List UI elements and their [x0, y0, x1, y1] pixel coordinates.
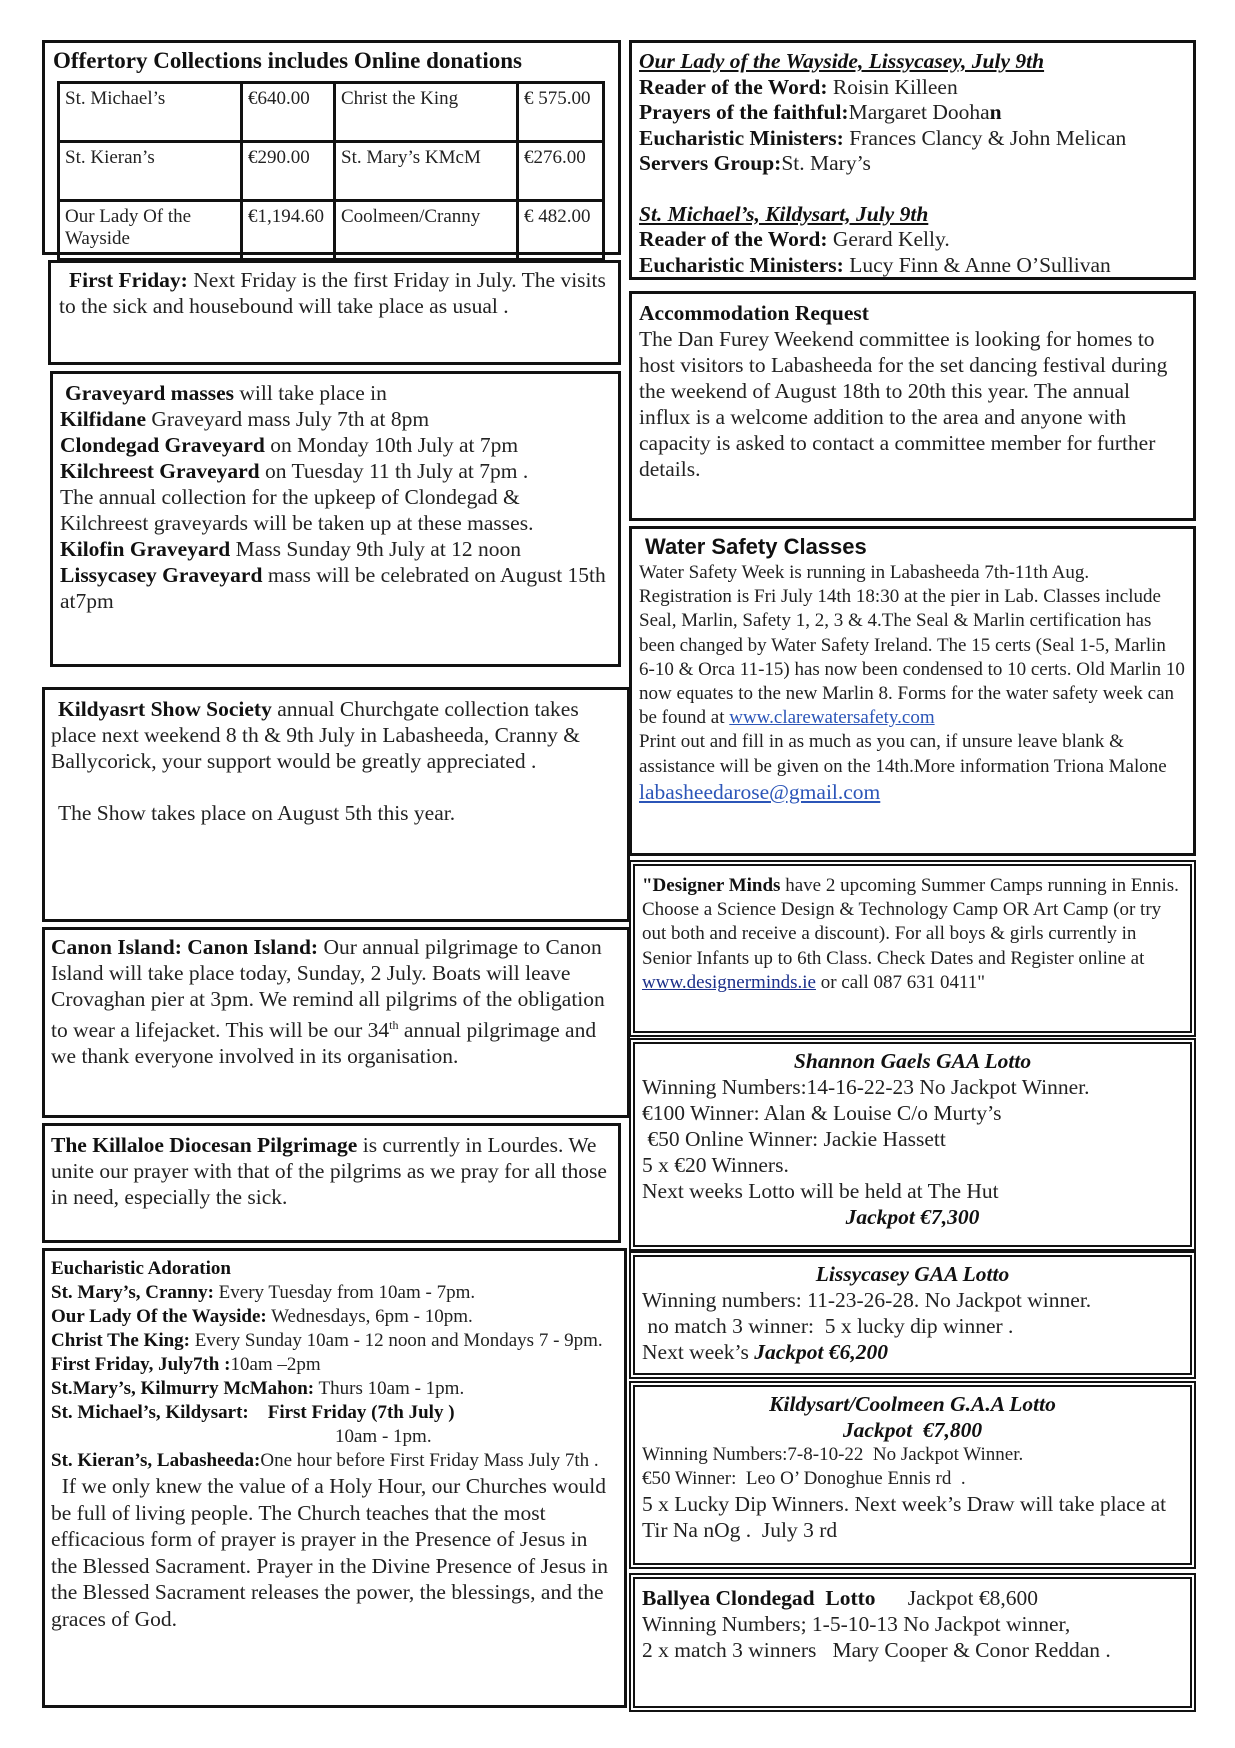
canon-island-text: Our annual pilgrimage to Canon Island will take place today, Sunday, 2 July. Boats will leave Crovaghan pier at 3pm. We remind all pilgrims of the obligation to wear a lifejacket. This will be our 34 [51, 935, 605, 1043]
adoration-line [51, 1425, 618, 1449]
water-safety-title: Water Safety Classes [645, 534, 867, 559]
parish-name: Our Lady Of the Wayside [59, 201, 242, 260]
designer-minds-box [633, 864, 1192, 1033]
parish-name: St. Mary’s KMcM [335, 142, 518, 201]
rota-person: St. Mary’s [781, 151, 871, 175]
water-safety-box [629, 526, 1196, 856]
canon-island-box [42, 927, 630, 1118]
rota-line [639, 126, 1186, 152]
show-society-box [42, 687, 630, 922]
first-friday-box [48, 260, 621, 365]
lissycasey-lotto-title: Lissycasey GAA Lotto [815, 1262, 1010, 1286]
adoration-line [51, 1329, 618, 1377]
kildysart-lotto-title: Kildysart/Coolmeen G.A.A Lotto [769, 1392, 1056, 1416]
canon-island-title: Canon Island: Canon Island: [51, 935, 319, 959]
ballyea-lotto-box [633, 1577, 1192, 1708]
offertory-box [42, 40, 621, 255]
amount: €290.00 [242, 142, 335, 201]
canon-island-text-end: annual pilgrimage and we thank everyone involved in its organisation. [51, 1018, 597, 1069]
graveyard-line [60, 562, 611, 614]
killaloe-box [42, 1123, 621, 1243]
graveyard-intro-text: will take place in [234, 381, 387, 405]
graveyard-name: Kilfidane [60, 407, 147, 431]
designer-minds-phone: or call 087 631 0411" [815, 971, 986, 993]
rota-person: Lucy Finn & Anne O’Sullivan [843, 252, 1111, 277]
lotto-line: 5 x Lucky Dip Winners. Next week’s Draw will take place at Tir Na nOg . July 3 rd [642, 1492, 1182, 1542]
adoration-time: Every Tuesday from 10am - 7pm. [213, 1282, 476, 1303]
adoration-time: Every Sunday 10am - 12 noon and Mondays 7 - 9pm. [190, 1330, 603, 1351]
parish-name: Christ the King [335, 83, 518, 142]
rota-role: Eucharistic Ministers: [639, 125, 844, 150]
rota-role: Prayers of the faithful: [639, 100, 849, 124]
first-friday-label: First Friday: [69, 268, 188, 292]
graveyard-detail: Graveyard mass July 7th at 8pm [146, 407, 430, 431]
adoration-time: Wednesdays, 6pm - 10pm. [266, 1306, 473, 1327]
lotto-line: €50 Online Winner: Jackie Hassett [642, 1127, 946, 1151]
rota-line [639, 253, 1186, 279]
adoration-time: 10am - 1pm. [335, 1426, 432, 1447]
parish-name: Coolmeen/Cranny [335, 201, 518, 260]
graveyard-detail: on Monday 10th July at 7pm [264, 433, 519, 457]
rota-line [639, 75, 1186, 101]
church-name: Our Lady Of the Wayside: [51, 1306, 267, 1327]
graveyard-line [60, 536, 611, 562]
lotto-line: 2 x match 3 winners Mary Cooper & Conor Reddan . [642, 1638, 1111, 1662]
graveyard-detail: mass will be celebrated on August 15th at7pm [60, 563, 606, 613]
amount: €640.00 [242, 83, 335, 142]
accommodation-text: The Dan Furey Weekend committee is looking for homes to host visitors to Labasheeda for the set dancing festival during the weekend of August 18th to 20th this year. The annual influx is a welcome addition to the area and anyone with capacity is asked to contact a committee member for further details. [639, 327, 1168, 481]
graveyard-box [50, 371, 621, 667]
water-safety-text: Water Safety Week is running in Labasheeda 7th-11th Aug. Registration is Fri July 14th 18:30 at the pier in Lab. Classes include Seal, Marlin, Safety 1, 2, 3 & 4.The Seal & Marlin certification has been changed by Water Safety Ireland. The 15 certs (Seal 1-5, Marlin 6-10 & Orca 11-15) has now been condensed to 10 certs. Old Marlin 10 now equates to the new Marlin 8. Forms for the water safety week can be found at [639, 562, 1185, 729]
lotto-line: €100 Winner: Alan & Louise C/o Murty’s [642, 1101, 1002, 1125]
ballyea-jackpot: Jackpot €8,600 [907, 1586, 1038, 1610]
designer-minds-link[interactable]: www.designerminds.ie [642, 971, 816, 993]
lissycasey-jackpot: Jackpot €6,200 [754, 1340, 889, 1364]
lotto-line: €50 Winner: Leo O’ Donoghue Ennis rd . [642, 1468, 966, 1489]
graveyard-collection-note: The annual collection for the upkeep of Clondegad & Kilchreest graveyards will be taken up at these masses. [60, 485, 534, 535]
rota-heading-kildysart: St. Michael’s, Kildysart, July 9th [639, 201, 929, 226]
lotto-line [642, 1339, 1183, 1365]
shannon-gaels-jackpot: Jackpot €7,300 [845, 1205, 980, 1229]
killaloe-title: The Killaloe Diocesan Pilgrimage [51, 1133, 358, 1157]
adoration-title: Eucharistic Adoration [51, 1258, 231, 1279]
adoration-line [51, 1377, 618, 1401]
water-safety-text-2: Print out and fill in as much as you can, if unsure leave blank & assistance will be given on the 14th.More information Triona Malone [639, 731, 1167, 777]
shannon-gaels-title: Shannon Gaels GAA Lotto [793, 1049, 1032, 1073]
lotto-line [642, 1585, 1183, 1611]
lotto-line: Next weeks Lotto will be held at The Hut [642, 1179, 999, 1203]
rota-person: Roisin Killeen [827, 74, 958, 99]
graveyard-line [60, 406, 611, 432]
designer-minds-title: "Designer Minds [642, 875, 781, 896]
first-friday-text: Next Friday is the first Friday in July. The visits to the sick and housebound will take place as usual . [59, 268, 606, 318]
lotto-line: Winning Numbers:7-8-10-22 No Jackpot Winner. [642, 1444, 1024, 1465]
graveyard-name: Lissycasey Graveyard [60, 563, 263, 587]
graveyard-name: Kilchreest Graveyard [60, 459, 260, 483]
adoration-line [51, 1449, 618, 1473]
next-week-label: Next week’s [642, 1340, 755, 1364]
table-row [59, 201, 604, 260]
rota-line [639, 227, 1186, 253]
first-friday-label: First Friday, July7th : [51, 1354, 231, 1375]
adoration-line [51, 1401, 618, 1425]
rota-line [639, 100, 1186, 126]
church-name: St.Mary’s, Kilmurry McMahon: [51, 1378, 315, 1399]
rota-person: Gerard Kelly. [827, 227, 950, 251]
rota-box [629, 40, 1196, 280]
graveyard-name: Kilofin Graveyard [60, 537, 231, 561]
show-society-date: The Show takes place on August 5th this year. [58, 801, 456, 825]
adoration-time: One hour before First Friday Mass July 7th . [260, 1450, 599, 1471]
lotto-line: Winning numbers: 11-23-26-28. No Jackpot winner. [642, 1288, 1092, 1312]
graveyard-name: Clondegad Graveyard [60, 433, 265, 457]
lotto-line: Winning Numbers:14-16-22-23 No Jackpot Winner. [642, 1075, 1090, 1099]
rota-role: Reader of the Word: [639, 74, 828, 99]
amount: € 575.00 [518, 83, 604, 142]
graveyard-intro-bold: Graveyard masses [65, 381, 234, 405]
rota-role: Reader of the Word: [639, 227, 828, 251]
graveyard-line [60, 432, 611, 458]
graveyard-intro [60, 380, 611, 406]
parish-name: St. Michael’s [59, 83, 242, 142]
accommodation-title: Accommodation Request [639, 301, 869, 325]
graveyard-line [60, 458, 611, 484]
table-row [59, 83, 604, 142]
church-name: Christ The King: [51, 1330, 191, 1351]
rota-role: Eucharistic Ministers: [639, 252, 844, 277]
show-society-para [51, 696, 621, 774]
parish-name: St. Kieran’s [59, 142, 242, 201]
rota-person: Frances Clancy & John Melican [843, 125, 1127, 150]
amount: €276.00 [518, 142, 604, 201]
church-name: St. Michael’s, Kildysart: First Friday (7th July ) [51, 1402, 455, 1423]
adoration-line [51, 1305, 618, 1329]
offertory-table [57, 81, 605, 261]
graveyard-detail: Mass Sunday 9th July at 12 noon [230, 537, 522, 561]
kildysart-lotto-box [633, 1385, 1192, 1565]
rota-person: Margaret Dooha [848, 100, 990, 124]
superscript: th [389, 1018, 399, 1032]
email-link[interactable]: labasheedarose@gmail.com [639, 779, 881, 804]
adoration-box [42, 1248, 627, 1708]
rota-person-bold-char: n [989, 100, 1002, 124]
table-row [59, 142, 604, 201]
adoration-schedule [51, 1257, 618, 1473]
rota-line [639, 151, 1186, 177]
adoration-time: 10am –2pm [230, 1354, 321, 1375]
designer-minds-text: have 2 upcoming Summer Camps running in Ennis. Choose a Science Design & Technology Camp OR Art Camp (or try out both and receive a discount). For all boys & girls currently in Senior Infants up to 6th Class. Check Dates and Register online at [642, 875, 1179, 969]
amount: € 482.00 [518, 201, 604, 260]
accommodation-box [629, 291, 1196, 521]
lotto-line: no match 3 winner: 5 x lucky dip winner . [642, 1314, 1014, 1338]
adoration-line [51, 1281, 618, 1305]
killaloe-text: is currently in Lourdes. We unite our prayer with that of the pilgrims as we pray for all those in need, especially the sick. [51, 1133, 607, 1209]
shannon-gaels-lotto-box [633, 1042, 1192, 1247]
lotto-line: Winning Numbers; 1-5-10-13 No Jackpot winner, [642, 1612, 1071, 1636]
offertory-title: Offertory Collections includes Online donations [53, 48, 522, 73]
lotto-line: 5 x €20 Winners. [642, 1153, 789, 1177]
church-name: St. Mary’s, Cranny: [51, 1282, 214, 1303]
water-safety-website-link[interactable]: www.clarewatersafety.com [729, 707, 935, 729]
lissycasey-lotto-box [633, 1255, 1192, 1375]
kildysart-jackpot: Jackpot €7,800 [842, 1418, 983, 1442]
rota-heading-lissycasey: Our Lady of the Wayside, Lissycasey, July 9th [639, 49, 1045, 73]
show-society-text: annual Churchgate collection takes place next weekend 8 th & 9th July in Labasheeda, Cranny & Ballycorick, your support would be greatly appreciated . [51, 697, 580, 773]
rota-role: Servers Group: [639, 151, 782, 175]
ballyea-lotto-title: Ballyea Clondegad Lotto [642, 1586, 876, 1610]
graveyard-line [60, 484, 611, 536]
amount: €1,194.60 [242, 201, 335, 260]
church-name: St. Kieran’s, Labasheeda: [51, 1450, 261, 1471]
show-society-title: Kildyasrt Show Society [58, 697, 272, 721]
adoration-paragraph: If we only knew the value of a Holy Hour, our Churches would be full of living people. The Church teaches that the most efficacious form of prayer is prayer in the Presence of Jesus in the Blessed Sacrament. Prayer in the Divine Presence of Jesus in the Blessed Sacrament releases the power, the blessings, and the graces of God. [51, 1474, 614, 1631]
adoration-time: Thurs 10am - 1pm. [314, 1378, 465, 1399]
graveyard-detail: on Tuesday 11 th July at 7pm . [259, 459, 529, 483]
